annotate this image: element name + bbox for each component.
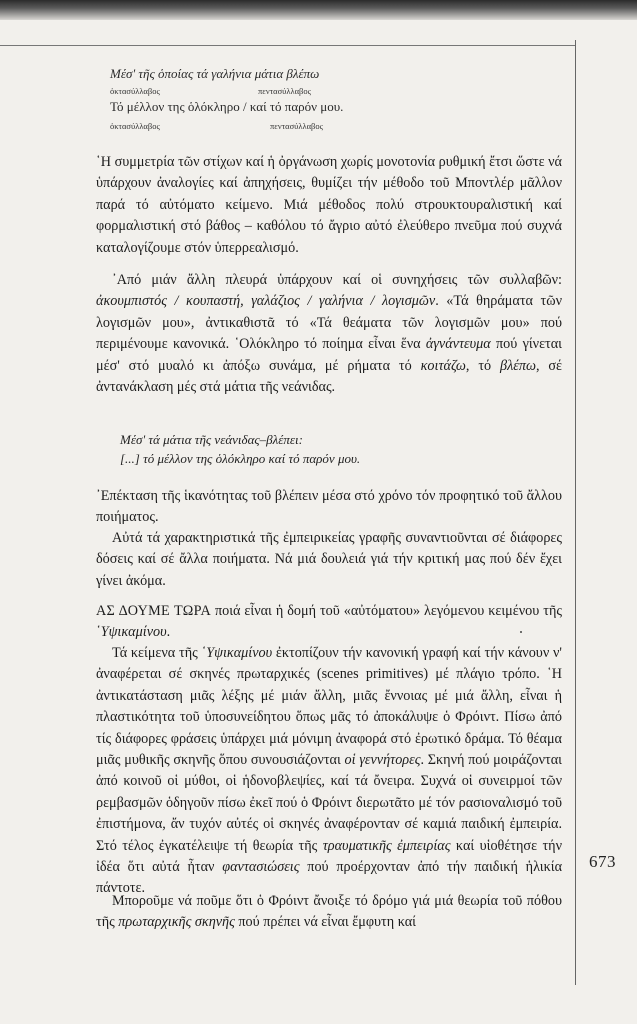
p2-italic-koitazo: κοιτάζω — [420, 357, 466, 374]
margin-rule — [575, 40, 576, 985]
section-lead-caps: ΑΣ ΔΟΥΜΕ ΤΩΡΑ — [96, 603, 212, 619]
paragraph-3-text: ᾿Επέκταση τῆς ἱκανότητας τοῦ βλέπειν μέσα στό χρόνο τόν προφητικό τοῦ ἄλλου ποιήματος. — [96, 488, 562, 526]
scan-edge-shadow — [0, 0, 637, 20]
p5-text-d: . — [166, 624, 171, 641]
paragraph-1-text: ῾Η συμμετρία τῶν στίχων καί ἡ ὀργάνωση χωρίς μονοτονία ρυθμική ἔτσι ὥστε νά ὑπάρχουν ἀναλογίες καί ἀπηχήσεις, θυμίζει τήν μέθοδο τοῦ Μποντλέρ μᾶλλον παρά τό αὐτόματο κείμενο. Μιά μέθοδος πολύ στρουκτουραλιστική καί φορμαλιστική στό βάθος – καθόλου τό ἄγριο αὐτό ἐλεύθερο πνεῦμα πού συχνά καταλογίζουμε στόν ὑπερρεαλισμό. — [96, 154, 562, 256]
verse-line-2: Τό μέλλον της ὁλόκληρο / καί τό παρόν μου. — [110, 99, 344, 114]
paragraph-5 — [96, 601, 562, 644]
page-number: 673 — [589, 852, 616, 871]
p6-italic-title: ῾Υψικαμίνου — [201, 645, 273, 661]
p6-text-g: καί υἱοθέτησε τήν ἰδέα ὅτι αὐτά ἦταν — [96, 837, 562, 876]
verse-label-2a: ὀκτασύλλαβος — [110, 121, 160, 131]
p7-text-c: πού πρέπει νά εἶναι ἔμφυτη καί — [234, 914, 417, 931]
p2-text-e: πού γίνεται μέσ' στό μυαλό κι ἀπόξω συνάμα, μέ ρήματα τό — [96, 336, 562, 374]
quote-line-2: [...] τό μέλλον της ὁλόκληρο καί τό παρόν μου. — [120, 451, 361, 466]
p6-text-i: πού προέρχονταν ἀπό τήν παιδική ἡλικία πάντοτε. — [96, 859, 563, 897]
p5-italic-title: ῾Υψικαμίνου — [96, 624, 167, 641]
p2-text-g: , τό — [465, 357, 501, 374]
p2-italic-vlepo: βλέπω — [500, 357, 536, 374]
scan-speck — [520, 631, 522, 633]
top-rule — [0, 45, 575, 46]
verse-label-2b: πεντασύλλαβος — [270, 121, 324, 131]
p2-italic-words: ἀκουμπιστός / κουπαστή, γαλάζιος / γαλήνια / λογισμῶν — [96, 293, 436, 310]
p6-italic-gennitores: οἱ γεννήτορες — [344, 752, 421, 769]
p7-italic-scene: πρωταρχικῆς σκηνῆς — [118, 914, 235, 931]
verse-label-1a: ὀκτασύλλαβος — [110, 86, 160, 96]
paragraph-3 — [96, 486, 562, 529]
p6-text-a: Τά κείμενα τῆς — [112, 645, 202, 661]
p7-text-a: Μποροῦμε νά ποῦμε ὅτι ὁ Φρόιντ ἄνοιξε τό δρόμο γιά μιά θεωρία τοῦ πόθου τῆς — [96, 893, 562, 931]
paragraph-7 — [96, 891, 562, 934]
block-quote — [120, 430, 540, 468]
p6-italic-fantasioseis: φαντασιώσεις — [222, 859, 300, 876]
paragraph-4-text: Αὐτά τά χαρακτηριστικά τῆς ἐμπειρικείας γραφῆς συναντιοῦνται σέ διάφορες δόσεις καί σέ ἄλλα ποιήματα. Νά μιά δουλειά γιά τήν κριτική μας πού δέν ἔχει γίνει ἀκόμα. — [96, 530, 562, 589]
p6-text-c: ἐκτοπίζουν τήν κανονική γραφή καί τήν κάνουν ν' ἀναφέρεται σέ σκηνές πρωταρχικές (scenes primitives) μέ πλάγιο τρόπο. ῾Η ἀντικατάσταση μιᾶς λέξης μέ μιάν ἄλλη, μιᾶς ἔννοιας μέ μιά ἄλλη, εἶναι ἡ πλαστικότητα τοῦ ὑποσυνείδητου ὅπως μᾶς τό ἀποκάλυψε ὁ Φρόιντ. Πίσω ἀπό τίς διάφορες φράσεις ὑπάρχει μιά μόνιμη ἀναφορά στό ἐρωτικό δράμα. Τό θέαμα μιᾶς μυθικῆς σκηνῆς ὅπου συνουσιάζονται — [96, 645, 562, 769]
verse-label-1b: πεντασύλλαβος — [258, 86, 312, 96]
paragraph-2 — [96, 270, 562, 398]
p2-text-c: . «Τά θηράματα τῶν λογισμῶν μου», ἀντικαθιστᾶ τό «Τά θεάματα τῶν λογισμῶν μου» πού περιμένουμε κανονικά. ῾Ολόκληρο τό ποίημα εἶναι ἕνα — [96, 293, 562, 353]
quote-line-1: Μέσ' τά μάτια τῆς νεάνιδας–βλέπει: — [120, 432, 303, 447]
p6-text-e: . Σκηνή πού μοιράζονται ἀπό κοινοῦ οἱ μύθοι, οἱ ἡδονοβλεψίες, καί τά ὄνειρα. Συχνά οἱ συνειρμοί τῶν ρεμβασμῶν ὁδηγοῦν πίσω ἐκεῖ πού ὁ Φρόιντ διερωτᾶτο μέ τόν ρασιοναλισμό τοῦ ἐπιστήμονα, ἄν τυχόν αὐτές οἱ σκηνές ἀναφέρονταν σέ καμιά παιδική ἐμπειρία. Στό τέλος ἐγκατέλειψε τή θεωρία τῆς — [96, 752, 562, 854]
p2-text-a: ᾿Από μιάν ἄλλη πλευρά ὑπάρχουν καί οἱ συνηχήσεις τῶν συλλαβῶν: — [112, 272, 562, 288]
p2-italic-agnanteuma: ἀγνάντευμα — [425, 336, 491, 353]
p5-text-b: ποιά εἶναι ἡ δομή τοῦ «αὐτόματου» λεγόμενου κειμένου τῆς — [211, 603, 562, 619]
paragraph-4 — [96, 528, 562, 592]
paragraph-6 — [96, 643, 562, 900]
paragraph-1 — [96, 152, 562, 259]
verse-line-1: Μέσ' τῆς ὁποίας τά γαλήνια μάτια βλέπω — [110, 66, 320, 81]
p2-text-i: , σέ ἀντανάκλαση μές στά μάτια τῆς νεάνιδας. — [96, 357, 562, 396]
p6-italic-trauma: τραυματικῆς ἐμπειρίας — [322, 837, 451, 854]
